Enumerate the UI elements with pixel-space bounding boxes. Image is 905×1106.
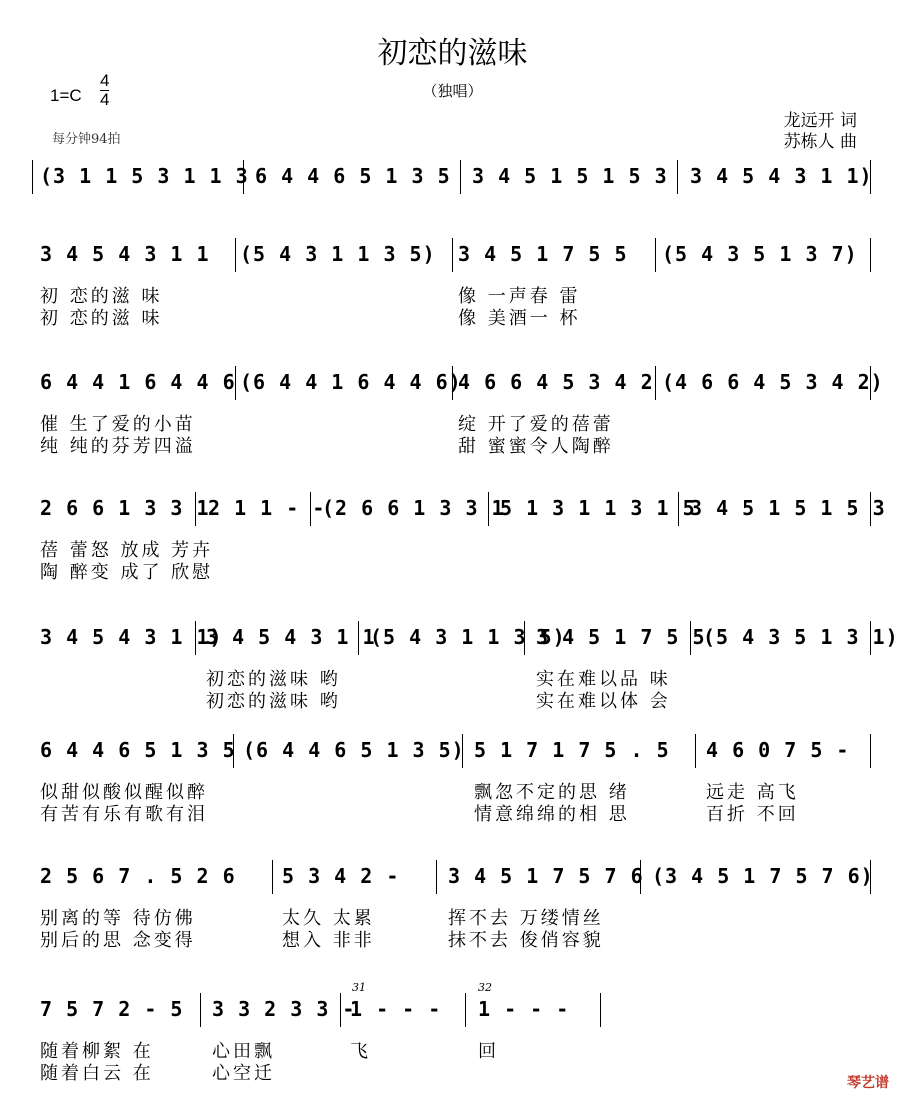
performance-note: （独唱） bbox=[422, 82, 483, 100]
lyricist-credit: 龙远开 词 bbox=[783, 111, 857, 131]
measure-notes: 2 1 1 - - bbox=[208, 496, 326, 520]
score-system bbox=[0, 862, 905, 951]
barline bbox=[870, 492, 871, 526]
measure-notes: 5 1 3 1 1 3 1 5 bbox=[500, 496, 696, 520]
barline bbox=[200, 993, 201, 1027]
barline bbox=[690, 621, 691, 655]
measure-notes: 3 4 5 1 7 5 7 6 bbox=[448, 864, 644, 888]
watermark-logo: 琴艺谱 bbox=[847, 1075, 889, 1091]
barline bbox=[195, 492, 196, 526]
measure-notes: 7 5 7 2 - 5 bbox=[40, 997, 184, 1021]
lyric-line-2: 初恋的滋味 哟 bbox=[206, 691, 341, 712]
measure-notes: 6 4 4 1 6 4 4 6 bbox=[40, 370, 236, 394]
measure-notes: 1 - - - bbox=[478, 997, 570, 1021]
measure-notes: 3 4 5 1 7 5 5 bbox=[458, 242, 628, 266]
lyric-line-1: 挥不去 万缕情丝 bbox=[448, 908, 604, 929]
barline bbox=[488, 492, 489, 526]
measure-notes: (5 4 3 5 1 3 1) bbox=[703, 625, 899, 649]
measure-notes: 6 4 4 6 5 1 3 5 bbox=[40, 738, 236, 762]
measure-notes: 5 3 4 2 - bbox=[282, 864, 400, 888]
score-system bbox=[0, 162, 905, 222]
measure-notes: (5 4 3 1 1 3 5) bbox=[370, 625, 566, 649]
barline bbox=[32, 160, 33, 194]
barline bbox=[695, 734, 696, 768]
lyric-line-1: 远走 高飞 bbox=[706, 782, 799, 803]
lyric-line-2: 百折 不回 bbox=[706, 804, 799, 825]
barline bbox=[640, 860, 641, 894]
barline bbox=[272, 860, 273, 894]
measure-notes: 3 3 2 3 3 - bbox=[212, 997, 356, 1021]
composer-credit: 苏栋人 曲 bbox=[783, 132, 857, 152]
barline bbox=[235, 366, 236, 400]
measure-notes: (4 6 6 4 5 3 4 2) bbox=[662, 370, 884, 394]
lyric-line-2: 随着白云 在 bbox=[40, 1063, 154, 1084]
barline bbox=[655, 366, 656, 400]
score-system bbox=[0, 623, 905, 712]
lyric-line-2: 甜 蜜蜜令人陶醉 bbox=[458, 436, 614, 457]
score-system bbox=[0, 240, 905, 329]
barline bbox=[678, 492, 679, 526]
lyric-line-1: 蓓 蕾怒 放成 芳卉 bbox=[40, 540, 214, 561]
score-system bbox=[0, 494, 905, 583]
measure-notes: (2 6 6 1 3 3 1 bbox=[322, 496, 505, 520]
lyric-line-1: 绽 开了爱的蓓蕾 bbox=[458, 414, 614, 435]
lyric-line-2: 像 美酒一 杯 bbox=[458, 308, 581, 329]
lyric-line-2: 情意绵绵的相 思 bbox=[474, 804, 630, 825]
lyric-line-1: 别离的等 待仿佛 bbox=[40, 908, 196, 929]
barline bbox=[870, 160, 871, 194]
barline bbox=[452, 238, 453, 272]
barline bbox=[235, 238, 236, 272]
measure-notes: 2 5 6 7 . 5 2 6 bbox=[40, 864, 236, 888]
lyric-line-2: 有苦有乐有歌有泪 bbox=[40, 804, 208, 825]
lyric-line-1: 飞 bbox=[350, 1041, 371, 1062]
lyric-line-1: 心田飘 bbox=[212, 1041, 275, 1062]
barline bbox=[524, 621, 525, 655]
score-system bbox=[0, 368, 905, 457]
measure-notes: 3 4 5 1 5 1 5 3 bbox=[690, 496, 886, 520]
lyric-line-2: 陶 醉变 成了 欣慰 bbox=[40, 562, 214, 583]
time-signature bbox=[100, 72, 109, 109]
barline bbox=[358, 621, 359, 655]
measure-notes: 3 4 5 1 7 5 5 bbox=[536, 625, 706, 649]
barline bbox=[870, 238, 871, 272]
measure-notes: (6 4 4 1 6 4 4 6) bbox=[240, 370, 462, 394]
measure-notes: 1 - - - bbox=[350, 997, 442, 1021]
time-sig-top: 4 bbox=[100, 71, 110, 90]
barline bbox=[195, 621, 196, 655]
lyric-line-1: 似甜似酸似醒似醉 bbox=[40, 782, 208, 803]
time-sig-bottom: 4 bbox=[100, 90, 110, 109]
measure-notes: (5 4 3 5 1 3 7) bbox=[662, 242, 858, 266]
measure-notes: (5 4 3 1 1 3 5) bbox=[240, 242, 436, 266]
measure-notes: 3 4 5 4 3 1 1 bbox=[206, 625, 376, 649]
barline bbox=[460, 160, 461, 194]
measure-notes: 3 4 5 4 3 1 1) bbox=[40, 625, 223, 649]
measure-notes: 3 4 5 1 5 1 5 3 bbox=[472, 164, 668, 188]
barline bbox=[870, 621, 871, 655]
measure-notes: 3 4 5 4 3 1 1) bbox=[690, 164, 873, 188]
lyric-line-2: 纯 纯的芬芳四溢 bbox=[40, 436, 196, 457]
lyric-line-1: 太久 太累 bbox=[282, 908, 375, 929]
barline bbox=[677, 160, 678, 194]
barline bbox=[462, 734, 463, 768]
song-title: 初恋的滋味 bbox=[377, 36, 528, 71]
tempo-marking: 每分钟94拍 bbox=[52, 132, 121, 147]
key-signature: 1=C bbox=[50, 86, 82, 105]
barline bbox=[600, 993, 601, 1027]
lyric-line-1: 飘忽不定的思 绪 bbox=[474, 782, 630, 803]
barline bbox=[452, 366, 453, 400]
measure-notes: 2 6 6 1 3 3 1 bbox=[40, 496, 210, 520]
measure-notes: 4 6 0 7 5 - bbox=[706, 738, 850, 762]
measure-notes: 6 4 4 6 5 1 3 5 bbox=[255, 164, 451, 188]
lyric-line-2: 实在难以体 会 bbox=[536, 691, 671, 712]
measure-notes: 3 4 5 4 3 1 1 bbox=[40, 242, 210, 266]
lyric-line-1: 实在难以品 味 bbox=[536, 669, 671, 690]
lyric-line-1: 随着柳絮 在 bbox=[40, 1041, 154, 1062]
barline bbox=[655, 238, 656, 272]
barline bbox=[233, 734, 234, 768]
barline bbox=[310, 492, 311, 526]
lyric-line-2: 想入 非非 bbox=[282, 930, 375, 951]
barline bbox=[340, 993, 341, 1027]
barline bbox=[870, 860, 871, 894]
lyric-line-1: 像 一声春 雷 bbox=[458, 286, 581, 307]
lyric-line-1: 初恋的滋味 哟 bbox=[206, 669, 341, 690]
measure-notes: 4 6 6 4 5 3 4 2 bbox=[458, 370, 654, 394]
lyric-line-1: 初 恋的滋 味 bbox=[40, 286, 163, 307]
lyric-line-2: 心空迁 bbox=[212, 1063, 275, 1084]
score-system bbox=[0, 736, 905, 825]
lyric-line-2: 抹不去 俊俏容貌 bbox=[448, 930, 604, 951]
barline bbox=[870, 366, 871, 400]
lyric-line-1: 回 bbox=[478, 1041, 499, 1062]
measure-notes: (3 4 5 1 7 5 7 6) bbox=[652, 864, 874, 888]
measure-notes: (6 4 4 6 5 1 3 5) bbox=[243, 738, 465, 762]
measure-notes: 5 1 7 1 7 5 . 5 bbox=[474, 738, 670, 762]
lyric-line-2: 别后的思 念变得 bbox=[40, 930, 196, 951]
barline bbox=[436, 860, 437, 894]
volta-number: 32 bbox=[478, 981, 492, 994]
barline bbox=[243, 160, 244, 194]
lyric-line-2: 初 恋的滋 味 bbox=[40, 308, 163, 329]
barline bbox=[465, 993, 466, 1027]
lyric-line-1: 催 生了爱的小苗 bbox=[40, 414, 196, 435]
volta-number: 31 bbox=[352, 981, 366, 994]
measure-notes: (3 1 1 5 3 1 1 3 bbox=[40, 164, 249, 188]
barline bbox=[870, 734, 871, 768]
